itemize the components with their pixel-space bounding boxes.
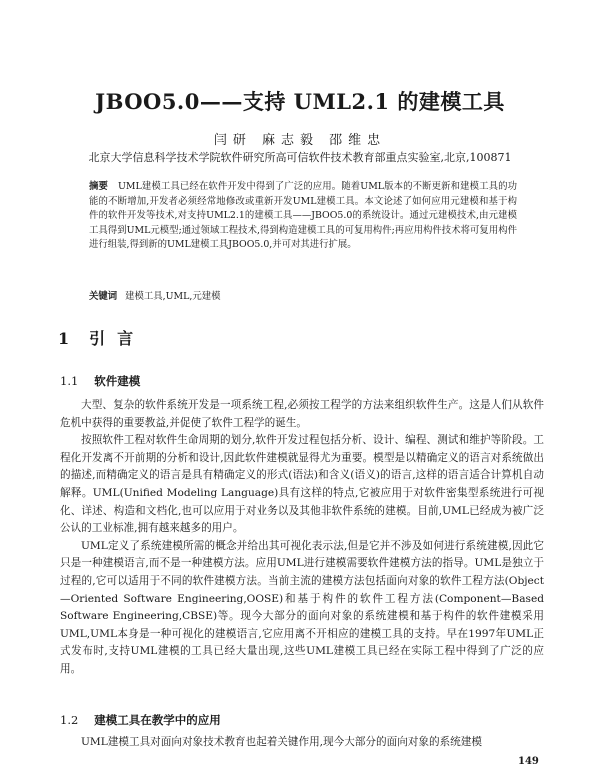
keywords — [89, 290, 517, 304]
section-1-2-body — [60, 734, 544, 752]
subsection-number: 1.2 — [60, 713, 79, 727]
subsection-number: 1.1 — [60, 374, 79, 388]
author-list: 闫研 麻志毅 邵维忠 — [213, 133, 387, 148]
section-heading-1 — [58, 326, 145, 349]
page-number: 149 — [518, 756, 539, 767]
abstract-text: UML建模工具已经在软件开发中得到了广泛的应用。随着UML版本的不断更新和建模工具的功能的不断增加,开发者必须经常地修改或重新开发UML建模工具。本文论述了如何应用元建模和基于构件的软件开发等技术,对支持UML2.1的建模工具——JBOO5.0的系统设计。通过元建模技术,由元建模工具得到UML元模型;通过领域工程技术,得到构造建模工具的可复用构件;再应用构件技术将可复用构件进行组装,得到新的UML建模工具JBOO5.0,并可对其进行扩展。 — [89, 181, 517, 251]
paper-title: JBOO5.0——支持 UML2.1 的建模工具 — [95, 89, 505, 114]
section-title: 引言 — [89, 329, 146, 348]
subsection-title: 软件建模 — [94, 374, 141, 388]
subsection-heading-1-2 — [60, 712, 221, 728]
abstract-label: 摘要 — [89, 181, 108, 192]
section-1-1-body — [60, 397, 544, 679]
body-paragraph: 按照软件工程对软件生命周期的划分,软件开发过程包括分析、设计、编程、测试和维护等阶段。工程化开发离不开前期的分析和设计,因此软件建模就显得尤为重要。模型是以精确定义的语言对系统做出的描述,而精确定义的语言是具有精确定义的形式(语法)和含义(语义)的语言,这样的语言适合计算机自动解释。UML(Unified Modeling Language)具有这样的特点,它被应用于对软件密集型系统进行可视化、详述、构造和文档化,也可以应用于对业务以及其他非软件系统的建模。目前,UML已经成为被广泛公认的工业标准,拥有越来越多的用户。 — [60, 434, 544, 535]
author-affiliation: 北京大学信息科学技术学院软件研究所高可信软件技术教育部重点实验室,北京,100871 — [88, 151, 512, 164]
keywords-text: 建模工具,UML,元建模 — [125, 291, 221, 302]
body-paragraph: UML建模工具对面向对象技术教育也起着关键作用,现今大部分的面向对象的系统建模 — [81, 736, 482, 748]
subsection-heading-1-1 — [60, 373, 140, 389]
body-paragraph: UML定义了系统建模所需的概念并给出其可视化表示法,但是它并不涉及如何进行系统建模,因此它只是一种建模语言,而不是一种建模方法。应用UML进行建模需要软件建模方法的指导。UML是独立于过程的,它可以适用于不同的软件建模方法。当前主流的建模方法包括面向对象的软件工程方法(Object—Oriented Software Engineering,OOSE)和基于构件的软件工程方法(Component—Based Software Engineering,CBSE)等。现今大部分的面向对象的系统建模和基于构件的软件建模采用UML,UML本身是一种可视化的建模语言,它应用离不开相应的建模工具的支持。早在1997年UML正式发布时,支持UML建模的工具已经大量出现,这些UML建模工具已经在实际工程中得到了广泛的应用。 — [60, 539, 544, 675]
section-number: 1 — [58, 329, 70, 348]
abstract — [89, 180, 517, 253]
body-paragraph: 大型、复杂的软件系统开发是一项系统工程,必须按工程学的方法来组织软件生产。这是人们从软件危机中获得的重要教益,并促使了软件工程学的诞生。 — [60, 399, 544, 429]
subsection-title: 建模工具在教学中的应用 — [94, 713, 221, 727]
keywords-label: 关键词 — [89, 291, 118, 302]
